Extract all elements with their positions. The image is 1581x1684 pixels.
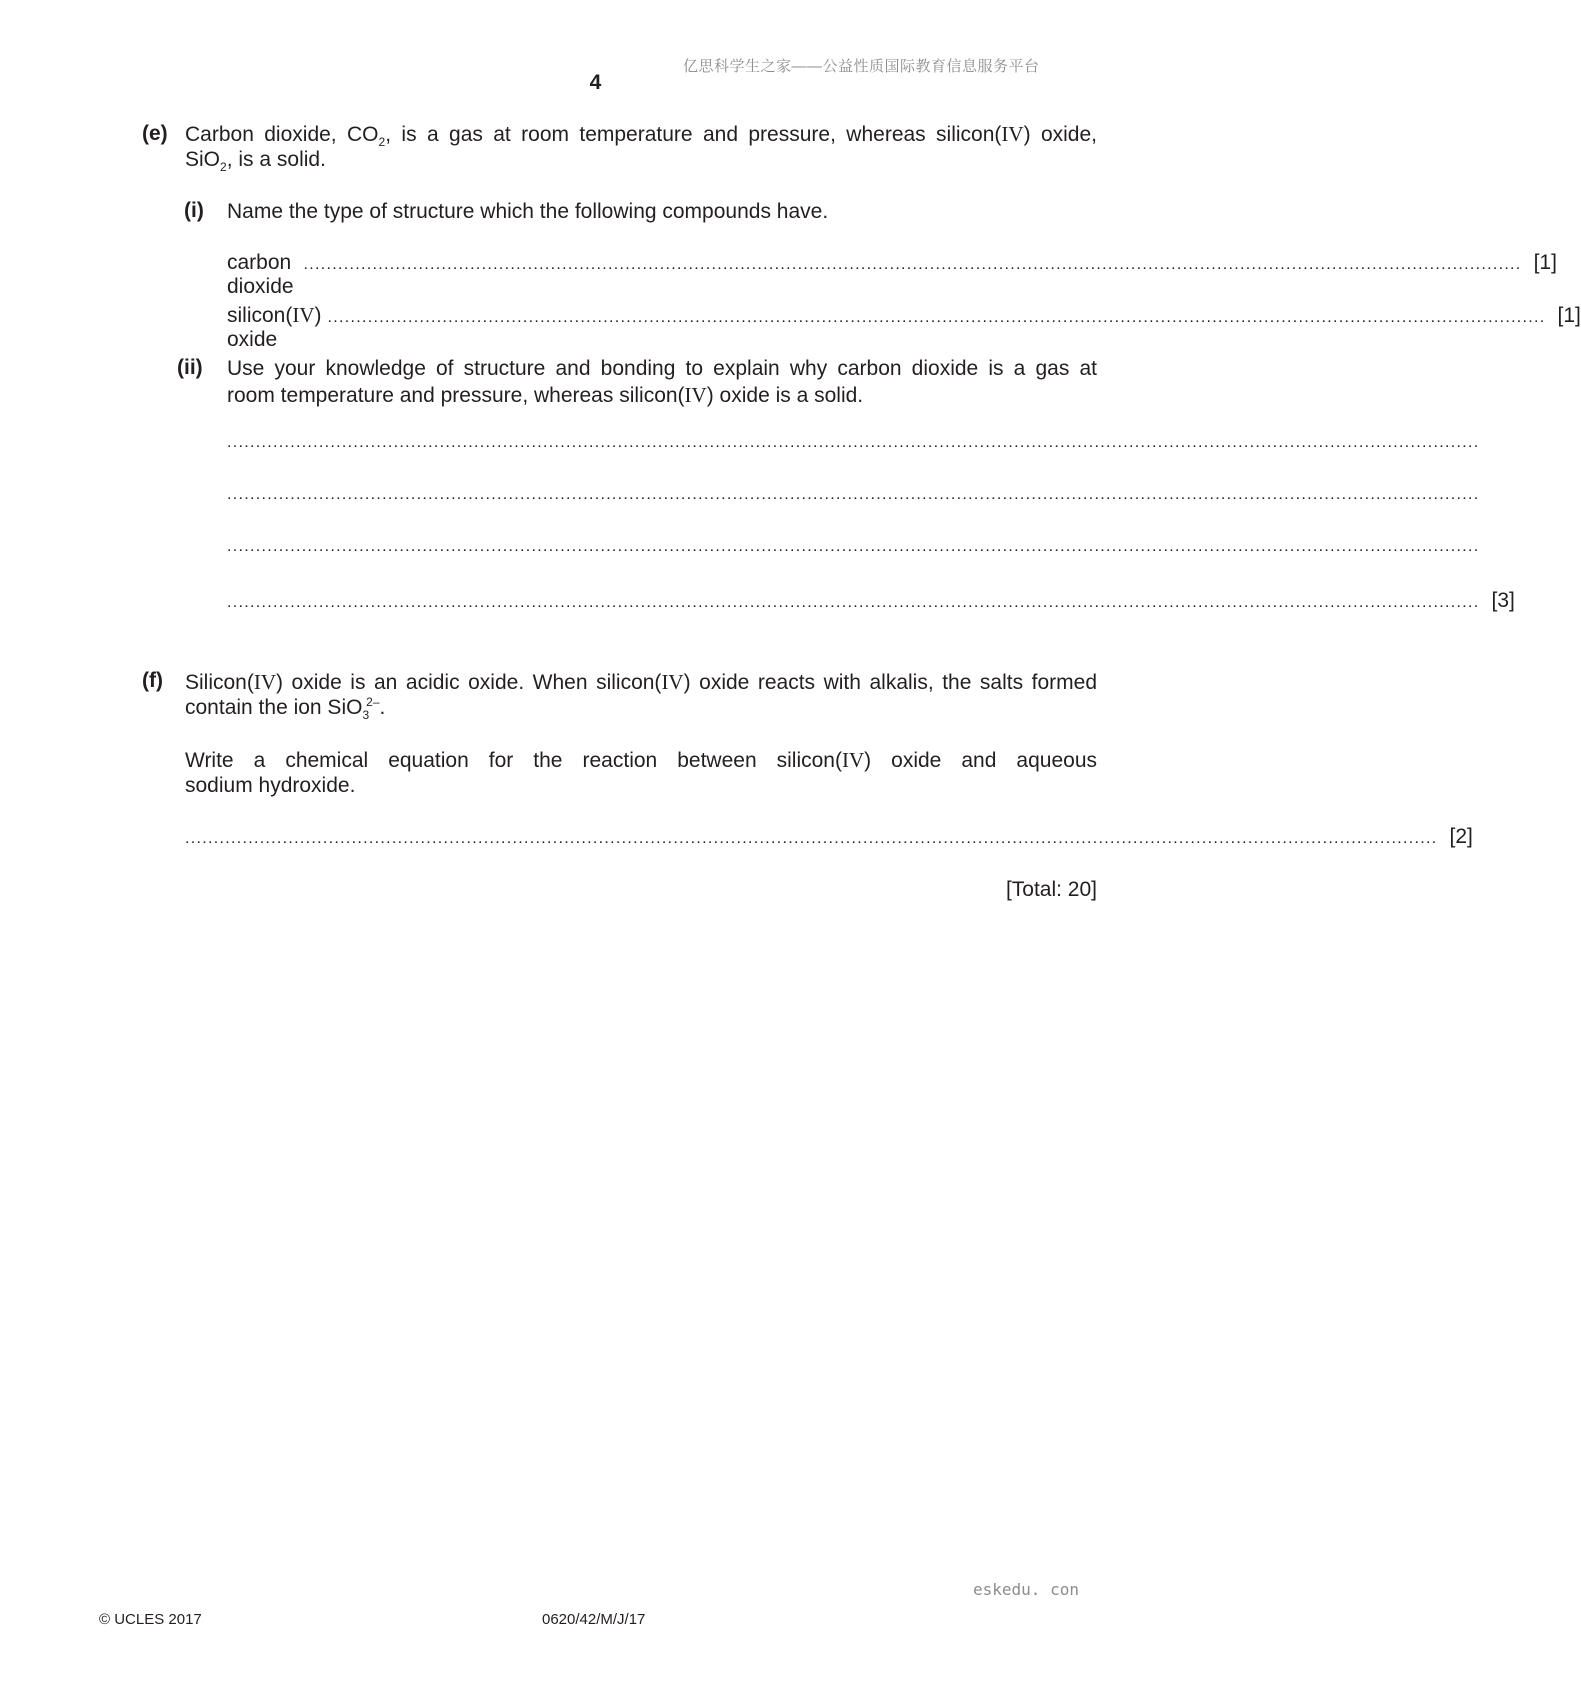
part-e-intro-line1: Carbon dioxide, $CO_2$, is a gas at room temperature and pressure, whereas silicon(IV) oxide,: [185, 122, 1097, 150]
footer-code: 0620/42/M/J/17: [542, 1611, 646, 1628]
answer-line-carbon-dioxide[interactable]: [227, 251, 1557, 299]
part-f-instruction-line2: sodium hydroxide.: [185, 774, 356, 797]
mark-allocation: [1]: [1557, 304, 1581, 327]
mark-allocation: [2]: [1449, 825, 1473, 848]
part-e-ii-question-line2: room temperature and pressure, whereas silicon(IV) oxide is a solid.: [227, 383, 864, 407]
dotted-line: ....................................................................................................................................................................................................................: [303, 256, 1522, 273]
watermark: 亿思科学生之家——公益性质国际教育信息服务平台: [683, 58, 1040, 75]
dotted-line: ....................................................................................................................................................................................................................: [327, 309, 1546, 326]
footer-copyright: © UCLES 2017: [99, 1611, 202, 1628]
part-f-instruction-line1: Write a chemical equation for the reaction between silicon(IV) oxide and aqueous: [185, 748, 1098, 772]
part-e-i-question: Name the type of structure which the following compounds have.: [227, 200, 829, 223]
site-watermark: eskedu. con: [973, 1580, 1079, 1599]
dotted-line: ..........................................................................................................................................................................................................................: [227, 594, 1480, 611]
answer-line-silicon-oxide[interactable]: [227, 303, 1581, 352]
dotted-line: ..........................................................................................................................................................................................................................: [227, 486, 1480, 503]
part-f-line1: Silicon(IV) oxide is an acidic oxide. When silicon(IV) oxide reacts with alkalis, the salts formed: [185, 670, 1097, 694]
part-f-line2: contain the ion SiO$_3^{2-}$.: [185, 695, 386, 723]
silicon-oxide-label: silicon(IV) oxide: [227, 303, 322, 351]
answer-line-1[interactable]: [227, 434, 1480, 452]
dotted-line: ..........................................................................................................................................................................................................................: [185, 830, 1438, 847]
dotted-line: ..........................................................................................................................................................................................................................: [227, 434, 1480, 451]
part-e-ii-question-line1: Use your knowledge of structure and bonding to explain why carbon dioxide is a gas at: [227, 357, 1097, 380]
part-e-i-label: (i): [184, 199, 204, 222]
total-marks: [Total: 20]: [1005, 878, 1097, 901]
carbon-dioxide-label: carbon dioxide: [227, 251, 294, 298]
mark-allocation: [3]: [1491, 589, 1515, 612]
page-number: 4: [589, 71, 602, 94]
part-e-ii-label: (ii): [177, 356, 203, 379]
mark-allocation: [1]: [1533, 251, 1557, 274]
part-e-intro-line2: SiO$_2$, is a solid.: [185, 148, 326, 175]
answer-line-equation[interactable]: [185, 825, 1473, 849]
answer-line-4[interactable]: [227, 589, 1515, 613]
answer-line-2[interactable]: [227, 486, 1480, 504]
part-e-label: (e): [142, 122, 168, 145]
dotted-line: ..........................................................................................................................................................................................................................: [227, 538, 1480, 555]
part-f-label: (f): [142, 669, 163, 692]
answer-line-3[interactable]: [227, 538, 1480, 556]
